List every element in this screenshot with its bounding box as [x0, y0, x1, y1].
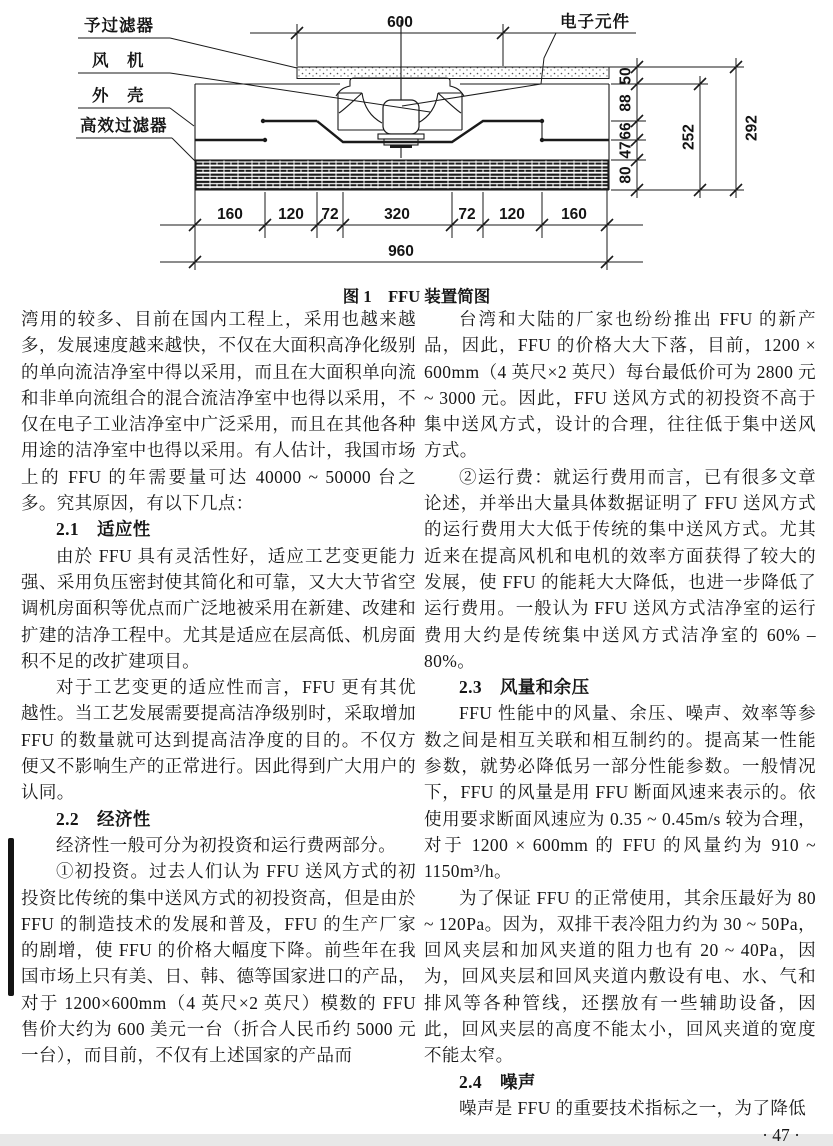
dim-88: 88	[617, 94, 635, 112]
fan-assembly	[336, 78, 464, 148]
section-heading-2-3: 2.3 风量和余压	[459, 677, 590, 698]
dim-72-right: 72	[458, 206, 476, 223]
prefilter-strip	[297, 67, 609, 79]
hepa-label: 高效过滤器	[80, 116, 168, 135]
paragraph: 由於 FFU 具有灵活性好，适应工艺变更能力强、采用负压密封使其简化和可靠，又大大节省空调机房面积等优点而广泛地被采用在新建、改建和扩建的洁净工程中。尤其是适应在层高低、机房面积不足的改扩建项目。	[21, 545, 416, 671]
figure-caption: 图 1 FFU 装置简图	[342, 287, 491, 306]
dim-160-left: 160	[217, 206, 243, 223]
dim-bottom	[160, 190, 643, 270]
paragraph: 对于工艺变更的适应性而言，FFU 更有其优越性。当工艺发展需要提高洁净级别时，采取增加 FFU 的数量就可达到提高洁净度的目的。不仅方便又不影响生产的正常进行。因此得到广大用户的认同。	[21, 677, 416, 803]
casing-leader-line	[170, 108, 194, 126]
hepa-leader-line	[172, 138, 195, 161]
paragraph: 经济性一般可分为初投资和运行费两部分。	[56, 834, 397, 855]
left-column	[21, 306, 416, 1069]
paragraph: 噪声是 FFU 的重要技术指标之一，为了降低	[459, 1097, 807, 1118]
dim-120-right: 120	[499, 206, 525, 223]
dim-120-left: 120	[278, 206, 304, 223]
dim-80: 80	[617, 166, 635, 184]
dim-47: 47	[617, 141, 635, 159]
page-number: · 47 ·	[762, 1125, 800, 1146]
callout-electronics	[402, 11, 636, 106]
fan-motor	[383, 100, 419, 134]
dim-right	[609, 58, 761, 198]
paragraph: ②运行费：就运行费用而言，已有很多文章论述，并举出大量具体数据证明了 FFU 送风方式的运行费用大大低于传统的集中送风方式。尤其近来在提高风机和电机的效率方面获得了较大的发展，使 FFU 的能耗大大降低，也进一步降低了运行费用。一般认为 FFU 送风方式洁净室的运行费用大约是传统集中送风方式洁净室的 60% – 80%。	[424, 466, 816, 671]
dim-320: 320	[384, 206, 410, 223]
paragraph: 湾用的较多、目前在国内工程上，采用也越来越多，发展速度越来越快，不仅在大面积高净化级别的单向流洁净室中得以采用，而且在大面积单向流和非单向流组合的混合流洁净室中也得以采用，不仅在电子工业洁净室中广泛采用，而且在其他各种用途的洁净室中也得以采用。有人估计，我国市场上的 FFU 的年需要量可达 40000 ~ 50000 台之多。究其原因，有以下几点：	[21, 309, 416, 514]
dim-252: 252	[680, 124, 698, 150]
paragraph: 台湾和大陆的厂家也纷纷推出 FFU 的新产品，因此，FFU 的价格大大下落，目前，1200 × 600mm（4 英尺×2 英尺）每台最低价可为 2800 元 ~ 3000 元。因此，FFU 送风方式的初投资不高于集中送风方式，设计的合理，往往低于集中送风方式。	[424, 309, 816, 461]
prefilter-leader-line	[170, 38, 297, 68]
dim-50: 50	[617, 67, 635, 85]
ffu-figure	[0, 0, 833, 282]
right-column	[424, 306, 816, 1146]
electronics-label: 电子元件	[560, 12, 630, 31]
dim-600: 600	[387, 14, 413, 31]
scan-artifact	[8, 838, 14, 996]
paragraph: ①初投资。过去人们认为 FFU 送风方式的初投资比传统的集中送风方式的初投资高，但是由於 FFU 的制造技术的发展和普及，FFU 的生产厂家的剧增，使 FFU 的价格大幅度下降。前些年在我国市场上只有美、日、韩、德等国家进口的产品，对于 1200×600mm（4 英尺×2 英尺）模数的 FFU 售价大约为 600 美元一台（折合人民币约 5000 元一台），而目前，不仅有上述国家的产品而	[21, 861, 416, 1066]
dim-160-right: 160	[561, 206, 587, 223]
section-heading-2-2: 2.2 经济性	[56, 808, 151, 829]
fan-label: 风 机	[92, 51, 145, 70]
casing-label: 外 壳	[92, 86, 145, 105]
section-heading-2-4: 2.4 噪声	[459, 1071, 536, 1092]
paragraph: FFU 性能中的风量、余压、噪声、效率等参数之间是相互关联和相互制约的。提高某一性能参数，就势必降低另一部分性能参数。一般情况下，FFU 的风量是用 FFU 断面风速来表示的。依使用要求断面风速应为 0.35 ~ 0.45m/s 较为合理，对于 1200 × 600mm 的 FFU 的风量约为 910 ~ 1150m³/h。	[424, 703, 816, 882]
callout-hepa	[76, 115, 195, 161]
dim-top	[250, 14, 562, 66]
paragraph: 为了保证 FFU 的正常使用，其余压最好为 80 ~ 120Pa。因为，双排干表冷阻力约为 30 ~ 50Pa，回风夹层和加风夹道的阻力也有 20 ~ 40Pa，因为，回风夹层和回风夹道内敷设有电、水、气和排风等各种管线，还摆放有一些辅助设备，因此，回风夹层的高度不能太小，回风夹道的宽度不能太窄。	[424, 887, 816, 1066]
prefilter-label: 予过滤器	[84, 16, 154, 35]
section-heading-2-1: 2.1 适应性	[56, 519, 151, 540]
dim-72-left: 72	[321, 206, 339, 223]
hepa-filter-band	[196, 160, 608, 189]
dim-66: 66	[617, 122, 635, 140]
dim-960: 960	[388, 243, 414, 260]
dim-292: 292	[743, 115, 761, 141]
